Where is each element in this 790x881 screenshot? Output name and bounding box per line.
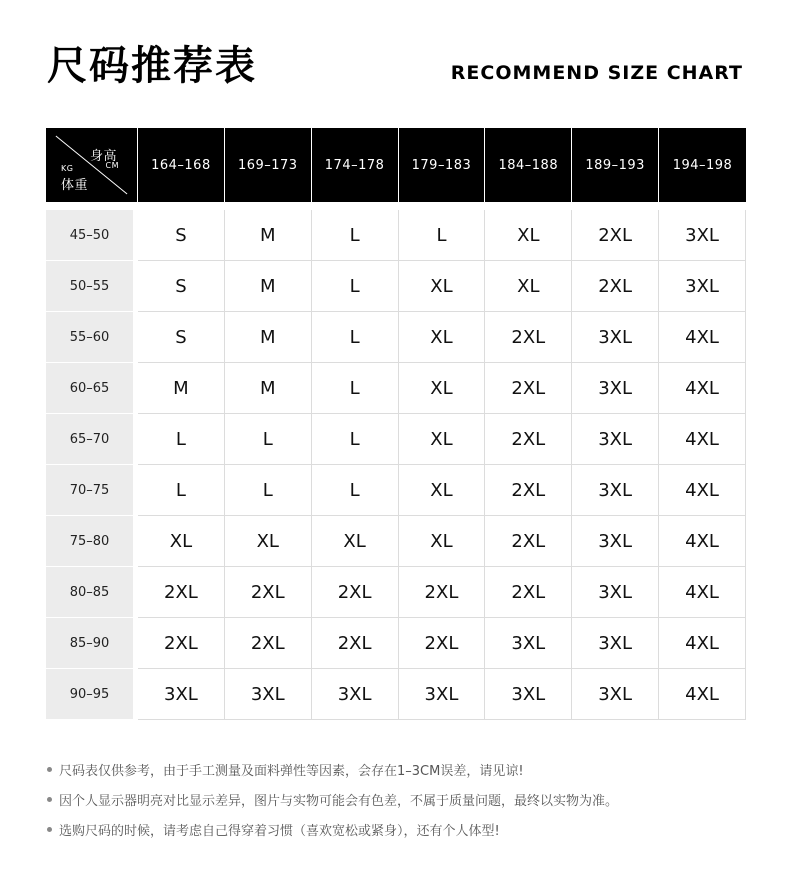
height-header: 184–188 bbox=[485, 128, 572, 202]
table-row bbox=[46, 261, 746, 312]
size-cell: L bbox=[138, 414, 225, 465]
height-header: 189–193 bbox=[572, 128, 659, 202]
height-header: 169–173 bbox=[225, 128, 312, 202]
size-cell: 2XL bbox=[485, 567, 572, 618]
size-cell: 3XL bbox=[659, 261, 746, 312]
size-cell: 2XL bbox=[312, 567, 399, 618]
weight-range-cell: 85–90 bbox=[46, 618, 138, 669]
size-cell: XL bbox=[485, 210, 572, 261]
size-cell: XL bbox=[485, 261, 572, 312]
size-cell: 4XL bbox=[659, 567, 746, 618]
size-cell: XL bbox=[399, 312, 486, 363]
note-item bbox=[47, 789, 747, 809]
size-cell: M bbox=[138, 363, 225, 414]
weight-range-cell: 60–65 bbox=[46, 363, 138, 414]
size-cell: L bbox=[138, 465, 225, 516]
size-cell: 3XL bbox=[572, 669, 659, 720]
size-cell: 2XL bbox=[225, 618, 312, 669]
size-cell: 3XL bbox=[572, 312, 659, 363]
note-item bbox=[47, 759, 747, 779]
note-text: 尺码表仅供参考，由于手工测量及面料弹性等因素，会存在1–3CM误差，请见谅! bbox=[59, 763, 524, 779]
size-cell: 3XL bbox=[572, 363, 659, 414]
size-cell: L bbox=[312, 261, 399, 312]
page-title: 尺码推荐表 bbox=[47, 43, 257, 89]
size-cell: 2XL bbox=[572, 210, 659, 261]
size-cell: L bbox=[312, 465, 399, 516]
table-row bbox=[46, 567, 746, 618]
table-row bbox=[46, 516, 746, 567]
size-cell: 2XL bbox=[312, 618, 399, 669]
table-row bbox=[46, 414, 746, 465]
size-cell: 3XL bbox=[572, 414, 659, 465]
height-header: 179–183 bbox=[399, 128, 486, 202]
bullet-icon bbox=[47, 797, 52, 802]
size-cell: XL bbox=[225, 516, 312, 567]
size-cell: S bbox=[138, 261, 225, 312]
size-cell: 2XL bbox=[485, 516, 572, 567]
page-subtitle: RECOMMEND SIZE CHART bbox=[450, 62, 743, 84]
height-unit: CM bbox=[105, 161, 119, 170]
weight-range-cell: 65–70 bbox=[46, 414, 138, 465]
weight-range-cell: 75–80 bbox=[46, 516, 138, 567]
size-cell: L bbox=[312, 210, 399, 261]
note-text: 选购尺码的时候，请考虑自己得穿着习惯（喜欢宽松或紧身），还有个人体型! bbox=[59, 823, 500, 839]
table-row bbox=[46, 363, 746, 414]
size-cell: M bbox=[225, 261, 312, 312]
size-cell: L bbox=[225, 414, 312, 465]
table-row bbox=[46, 465, 746, 516]
size-cell: 4XL bbox=[659, 465, 746, 516]
size-cell: 3XL bbox=[572, 516, 659, 567]
size-cell: 2XL bbox=[399, 567, 486, 618]
size-cell: L bbox=[312, 414, 399, 465]
size-cell: M bbox=[225, 363, 312, 414]
table-row bbox=[46, 210, 746, 261]
size-cell: 2XL bbox=[485, 465, 572, 516]
table-row bbox=[46, 312, 746, 363]
corner-header-cell bbox=[46, 128, 138, 202]
size-cell: 3XL bbox=[572, 465, 659, 516]
size-cell: S bbox=[138, 312, 225, 363]
size-cell: 3XL bbox=[312, 669, 399, 720]
size-cell: 3XL bbox=[138, 669, 225, 720]
notes-list bbox=[47, 759, 747, 849]
size-cell: 3XL bbox=[485, 669, 572, 720]
note-text: 因个人显示器明亮对比显示差异，图片与实物可能会有色差，不属于质量问题，最终以实物为准。 bbox=[59, 793, 619, 809]
height-header: 174–178 bbox=[312, 128, 399, 202]
size-cell: S bbox=[138, 210, 225, 261]
size-cell: M bbox=[225, 210, 312, 261]
size-chart-body bbox=[46, 210, 746, 720]
size-cell: 3XL bbox=[399, 669, 486, 720]
note-item bbox=[47, 819, 747, 839]
size-cell: 4XL bbox=[659, 363, 746, 414]
size-cell: XL bbox=[138, 516, 225, 567]
table-row bbox=[46, 669, 746, 720]
size-cell: L bbox=[312, 312, 399, 363]
size-cell: 3XL bbox=[572, 618, 659, 669]
size-cell: 2XL bbox=[399, 618, 486, 669]
size-cell: 3XL bbox=[659, 210, 746, 261]
weight-range-cell: 45–50 bbox=[46, 210, 138, 261]
size-cell: L bbox=[399, 210, 486, 261]
size-cell: XL bbox=[399, 414, 486, 465]
table-row bbox=[46, 618, 746, 669]
weight-range-cell: 50–55 bbox=[46, 261, 138, 312]
size-cell: 4XL bbox=[659, 312, 746, 363]
size-cell: M bbox=[225, 312, 312, 363]
size-cell: 3XL bbox=[225, 669, 312, 720]
weight-range-cell: 55–60 bbox=[46, 312, 138, 363]
size-cell: XL bbox=[399, 363, 486, 414]
size-cell: XL bbox=[312, 516, 399, 567]
size-cell: 4XL bbox=[659, 516, 746, 567]
size-cell: 2XL bbox=[572, 261, 659, 312]
size-cell: 2XL bbox=[485, 363, 572, 414]
weight-label: 体重 bbox=[61, 178, 89, 193]
size-cell: 2XL bbox=[485, 414, 572, 465]
weight-range-cell: 90–95 bbox=[46, 669, 138, 720]
weight-range-cell: 70–75 bbox=[46, 465, 138, 516]
size-cell: 3XL bbox=[572, 567, 659, 618]
size-chart-table bbox=[46, 128, 746, 720]
size-cell: L bbox=[312, 363, 399, 414]
bullet-icon bbox=[47, 767, 52, 772]
weight-unit: KG bbox=[61, 164, 74, 173]
size-cell: XL bbox=[399, 465, 486, 516]
size-cell: XL bbox=[399, 261, 486, 312]
size-cell: L bbox=[225, 465, 312, 516]
size-cell: 2XL bbox=[138, 567, 225, 618]
size-cell: 4XL bbox=[659, 414, 746, 465]
size-cell: 4XL bbox=[659, 618, 746, 669]
table-header-row bbox=[46, 128, 746, 202]
bullet-icon bbox=[47, 827, 52, 832]
size-cell: 2XL bbox=[138, 618, 225, 669]
height-label: 身高 bbox=[89, 149, 117, 164]
size-cell: XL bbox=[399, 516, 486, 567]
size-cell: 4XL bbox=[659, 669, 746, 720]
size-cell: 2XL bbox=[225, 567, 312, 618]
weight-range-cell: 80–85 bbox=[46, 567, 138, 618]
size-cell: 3XL bbox=[485, 618, 572, 669]
size-cell: 2XL bbox=[485, 312, 572, 363]
diagonal-divider bbox=[46, 128, 137, 202]
height-header: 194–198 bbox=[659, 128, 746, 202]
height-header: 164–168 bbox=[138, 128, 225, 202]
